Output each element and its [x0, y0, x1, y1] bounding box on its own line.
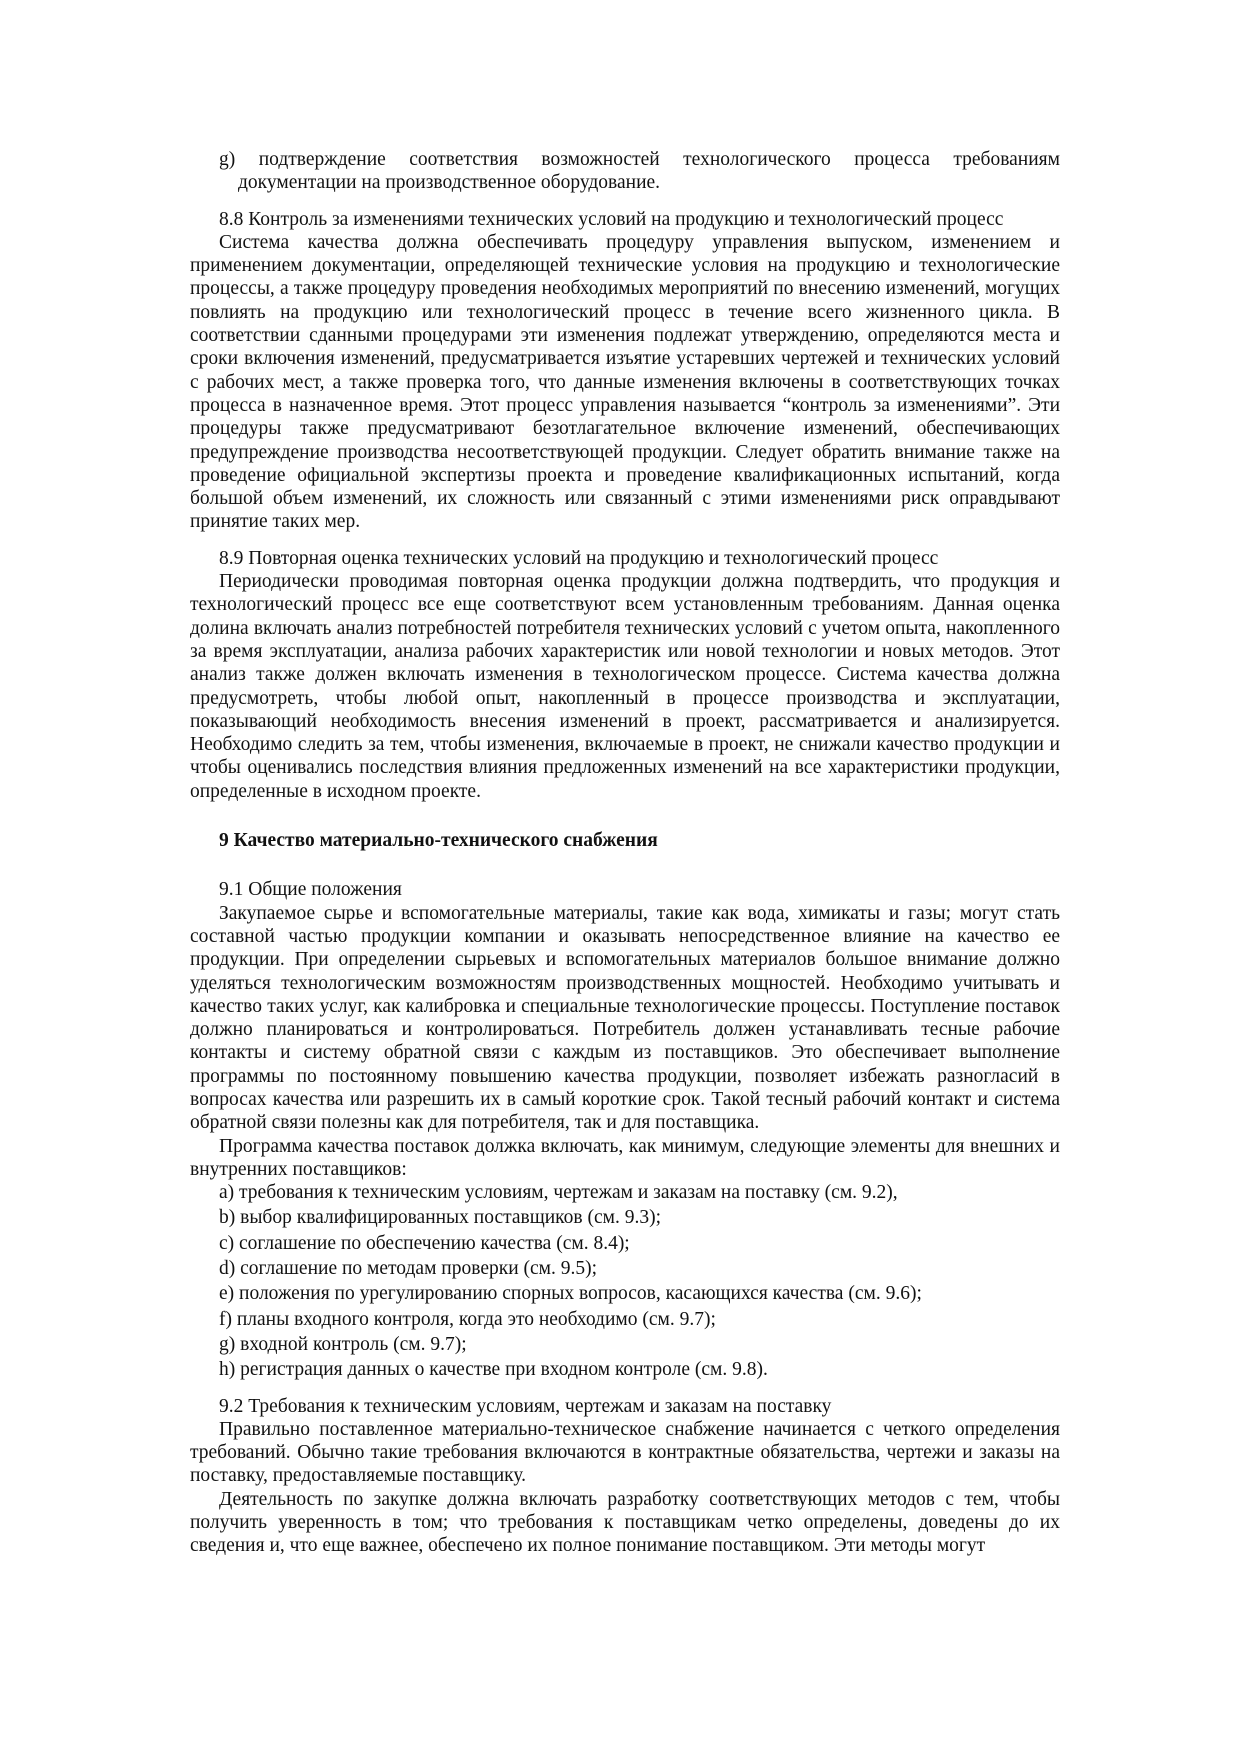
supply-program-list: [190, 1181, 1060, 1381]
section-8-9-paragraph: Периодически проводимая повторная оценка продукции должна подтвердить, что продукция и технологический процесс все еще соответствуют всем установленным требованиям. Данная оценка долина включать анализ потребностей потребителя технических условий с учетом опыта, накопленного за время эксплуатации, анализа рабочих характеристик или новой технологии и новых методов. Этот анализ также должен включать изменения в технологическом процессе. Система качества должна предусмотреть, чтобы любой опыт, накопленный в процессе производства и эксплуатации, показывающий необходимость внесения изменений в проект, рассматривается и анализируется. Необходимо следить за тем, чтобы изменения, включаемые в проект, не снижали качество продукции и чтобы оценивались последствия влияния предложенных изменений на все характеристики продукции, определенные в исходном проекте.: [190, 571, 1060, 802]
section-8-9-title: 8.9 Повторная оценка технических условий на продукцию и технологический процесс: [219, 547, 939, 569]
section-9-2-paragraph-2: Деятельность по закупке должна включать разработку соответствующих методов с тем, чтобы получить уверенность в том; что требования к поставщикам четко определены, доведены до их сведения и, что еще важнее, обеспечено их полное понимание поставщиком. Эти методы могут: [190, 1488, 1060, 1557]
spacer: [190, 803, 1060, 829]
list-item: e) положения по урегулированию спорных вопросов, касающихся качества (см. 9.6);: [219, 1283, 922, 1305]
list-item-g: g) подтверждение соответствия возможностей технологического процесса требованиям документации на производственное оборудование.: [219, 149, 1060, 194]
list-item: f) планы входного контроля, когда это необходимо (см. 9.7);: [219, 1308, 716, 1330]
list-item: b) выбор квалифицированных поставщиков (см. 9.3);: [219, 1207, 662, 1229]
section-8-8-title: 8.8 Контроль за изменениями технических условий на продукцию и технологический процесс: [219, 208, 1004, 230]
list-item: d) соглашение по методам проверки (см. 9.5);: [219, 1258, 598, 1280]
section-8-8-paragraph: Система качества должна обеспечивать процедуру управления выпуском, изменением и применением документации, определяющей технические условия на продукцию и технологические процессы, а также процедуру проведения необходимых мероприятий по внесению изменений, могущих повлиять на продукцию или технологический процесс в течение всего жизненного цикла. В соответствии сданными процедурами эти изменения подлежат утверждению, определяются места и сроки включения изменений, предусматривается изъятие устаревших чертежей и технических условий с рабочих мест, а также проверка того, что данные изменения включены в соответствующих точках процесса в назначенное время. Этот процесс управления называется “контроль за изменениями”. Эти процедуры также предусматривают безотлагательное включение изменений, обеспечивающих предупреждение производства несоответствующей продукции. Следует обратить внимание также на проведение официальной экспертизы проекта и проведение квалификационных испытаний, когда большой объем изменений, их сложность или связанный с этими изменениями риск оправдывают принятие таких мер.: [190, 231, 1060, 533]
section-9-1-paragraph-1: Закупаемое сырье и вспомогательные материалы, такие как вода, химикаты и газы; могут стать составной частью продукции компании и оказывать непосредственное влияние на качество ее продукции. При определении сырьевых и вспомогательных материалов большое внимание должно уделяться технологическим возможностям производственных мощностей. Необходимо учитывать и качество таких услуг, как калибровка и специальные технологические процессы. Поступление поставок должно планироваться и контролироваться. Потребитель должен устанавливать тесные рабочие контакты и систему обратной связи с каждым из поставщиков. Это обеспечивает выполнение программы по постоянному повышению качества продукции, позволяет избежать разногласий в вопросах качества или разрешить их в самый короткие срок. Такой тесный рабочий контакт и система обратной связи полезны как для потребителя, так и для поставщика.: [190, 902, 1060, 1134]
spacer: [190, 195, 1060, 208]
spacer: [190, 534, 1060, 547]
section-9-heading: 9 Качество материально-технического снабжения: [219, 830, 658, 852]
list-item: g) входной контроль (см. 9.7);: [219, 1333, 467, 1355]
spacer: [190, 852, 1060, 878]
spacer: [190, 1382, 1060, 1395]
section-9-2-title: 9.2 Требования к техническим условиям, чертежам и заказам на поставку: [219, 1395, 832, 1417]
list-item: h) регистрация данных о качестве при входном контроле (см. 9.8).: [219, 1359, 768, 1381]
section-9-2-paragraph-1: Правильно поставленное материально-техническое снабжение начинается с четкого определения требований. Обычно такие требования включаются в контрактные обязательства, чертежи и заказы на поставку, предоставляемые поставщику.: [190, 1418, 1060, 1487]
list-item: c) соглашение по обеспечению качества (см. 8.4);: [219, 1232, 630, 1254]
section-9-1-title: 9.1 Общие положения: [219, 879, 402, 901]
list-item: a) требования к техническим условиям, чертежам и заказам на поставку (см. 9.2),: [219, 1182, 898, 1204]
section-9-1-paragraph-2: Программа качества поставок должка включать, как минимум, следующие элементы для внешних и внутренних поставщиков:: [190, 1135, 1060, 1180]
document-page: [190, 148, 1060, 1558]
